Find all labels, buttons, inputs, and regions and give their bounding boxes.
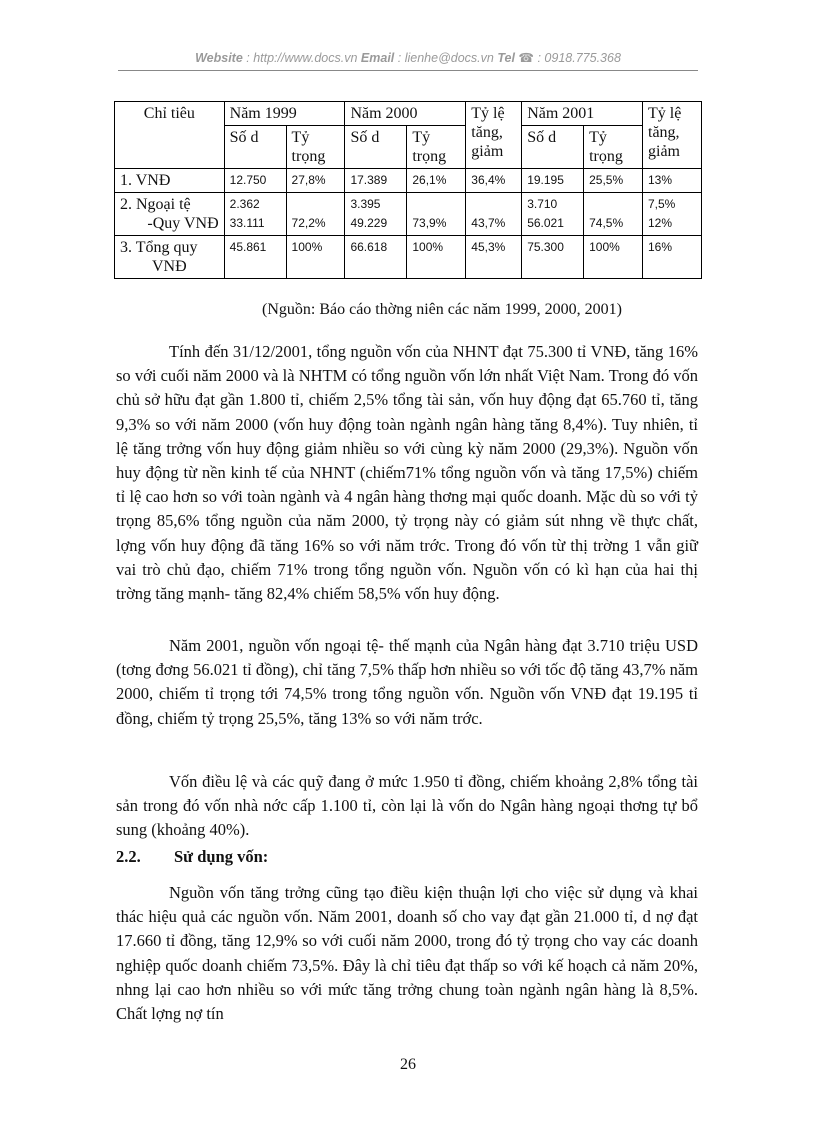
cell xyxy=(466,193,522,236)
cell xyxy=(224,193,286,236)
paragraph-1-block xyxy=(116,340,698,606)
cell: 12.750 xyxy=(224,169,286,193)
capital-table xyxy=(114,101,702,279)
cell: 45.861 xyxy=(224,236,286,279)
paragraph-3-block xyxy=(116,770,698,843)
email-label: Email xyxy=(360,51,395,65)
header-1999: Năm 1999 xyxy=(224,102,345,126)
row-label-line1: 3. Tổng quy xyxy=(120,239,198,256)
row-label-line2: -Quy VNĐ xyxy=(147,215,219,232)
tel-label: Tel xyxy=(497,51,515,65)
cell-line: 49.229 xyxy=(350,216,388,230)
section-heading xyxy=(116,847,268,867)
cell: 36,4% xyxy=(466,169,522,193)
row-label xyxy=(115,236,225,279)
cell-line: 3.395 xyxy=(350,197,381,211)
cell: 16% xyxy=(643,236,702,279)
header-2000: Năm 2000 xyxy=(345,102,466,126)
header-2001: Năm 2001 xyxy=(522,102,643,126)
cell: 17.389 xyxy=(345,169,407,193)
cell-line: 73,9% xyxy=(412,216,447,230)
table-header-row xyxy=(115,102,702,126)
tel-value: : 0918.775.368 xyxy=(537,51,621,65)
sub-balance-1999: Số d xyxy=(224,126,286,169)
cell xyxy=(286,193,345,236)
page-number: 26 xyxy=(400,1056,416,1073)
cell: 75.300 xyxy=(522,236,584,279)
cell: 100% xyxy=(584,236,643,279)
cell-line: 74,5% xyxy=(589,216,624,230)
cell: 27,8% xyxy=(286,169,345,193)
cell-line: 56.021 xyxy=(527,216,564,230)
cell: 26,1% xyxy=(407,169,466,193)
section-number: 2.2. xyxy=(116,847,141,866)
cell-line: 7,5% xyxy=(648,197,676,211)
header-rate-2001: Tỷ lệ tăng, giảm xyxy=(643,102,702,169)
sub-balance-2001: Số d xyxy=(522,126,584,169)
paragraph: Năm 2001, nguồn vốn ngoại tệ- thế mạnh của Ngân hàng đạt 3.710 triệu USD (tơng đơng 56.021 tỉ đồng), chỉ tăng 7,5% thấp hơn nhiều so với tốc độ tăng 43,7% năm 2000, chiếm tỉ trọng tới 74,5% trong tổng nguồn vốn. Nguồn vốn VNĐ đạt 19.195 tỉ đồng, chiếm tỷ trọng 25,5%, tăng 13% so với năm trớc. xyxy=(116,636,698,728)
paragraph-4-block xyxy=(116,881,698,1026)
cell xyxy=(345,193,407,236)
cell-line: 2.362 xyxy=(229,197,260,211)
page-header xyxy=(118,50,698,65)
website-label: Website xyxy=(195,51,243,65)
table-source-note: (Nguồn: Báo cáo thờng niên các năm 1999, 2000, 2001) xyxy=(262,301,622,318)
header-rate-2000: Tỷ lệ tăng, giảm xyxy=(466,102,522,169)
table-row xyxy=(115,169,702,193)
cell: 25,5% xyxy=(584,169,643,193)
cell-line: 33.111 xyxy=(229,216,265,230)
cell: 13% xyxy=(643,169,702,193)
row-label-line1: 2. Ngoại tệ xyxy=(120,196,191,213)
table-row xyxy=(115,193,702,236)
cell xyxy=(522,193,584,236)
paragraph: Nguồn vốn tăng trởng cũng tạo điều kiện thuận lợi cho việc sử dụng và khai thác hiệu quả các nguồn vốn. Năm 2001, doanh số cho vay đạt gần 21.000 tỉ, d nợ đạt 17.660 tỉ đồng, tăng 12,9% so với cuối năm 2000, trong đó tỷ trọng cho vay các doanh nghiệp quốc doanh chiếm 73,5%. Đây là chỉ tiêu đạt thấp so với kế hoạch cả năm 20%, nhng lại cao hơn nhiều so với mức tăng trởng chung toàn ngành ngân hàng là 8,5%. Chất lợng nợ tín xyxy=(116,883,698,1024)
table-row xyxy=(115,236,702,279)
sub-balance-2000: Số d xyxy=(345,126,407,169)
cell: 100% xyxy=(407,236,466,279)
cell-line: 72,2% xyxy=(291,216,326,230)
email-value: : lienhe@docs.vn xyxy=(397,51,494,65)
row-label-line2: VNĐ xyxy=(151,258,187,275)
phone-icon: ☎ xyxy=(518,51,534,65)
row-label: 1. VNĐ xyxy=(115,169,225,193)
section-title: Sử dụng vốn: xyxy=(174,847,269,866)
cell xyxy=(643,193,702,236)
header-chitieu: Chỉ tiêu xyxy=(115,102,225,169)
paragraph-2-block xyxy=(116,634,698,731)
paragraph: Tính đến 31/12/2001, tổng nguồn vốn của NHNT đạt 75.300 tỉ VNĐ, tăng 16% so với cuối năm 2000 và là NHTM có tổng nguồn vốn lớn nhất Việt Nam. Trong đó vốn chủ sở hữu đạt gần 1.800 tỉ, chiếm 2,5% tổng tài sản, vốn huy động đạt 65.760 tỉ, tăng 9,3% so với năm 2000 (vốn huy động toàn ngành ngân hàng tăng 8,4%). Tuy nhiên, tỉ lệ tăng trởng vốn huy động giảm nhiều so với cùng kỳ năm 2000 (29,3%). Nguồn vốn huy động từ nền kinh tế của NHNT (chiếm71% tổng nguồn vốn và tăng 17,5%) chiếm tỉ lệ cao hơn so với toàn ngành và 4 ngân hàng thơng mại quốc doanh. Mặc dù so với tỷ trọng 85,6% tổng nguồn của năm 2000, tỷ trọng này có giảm sút nhng về thực chất, lợng vốn huy động đã tăng 16% so với năm trớc. Trong đó vốn từ thị trờng 1 vẫn giữ vai trò chủ đạo, chiếm 71% trong tổng nguồn vốn. Nguồn vốn có kì hạn của hai thị trờng tăng mạnh- tăng 82,4% chiếm 58,5% vốn huy động. xyxy=(116,342,698,604)
cell-line: 43,7% xyxy=(471,216,506,230)
cell: 19.195 xyxy=(522,169,584,193)
sub-share-1999: Tỷ trọng xyxy=(286,126,345,169)
cell xyxy=(584,193,643,236)
cell: 66.618 xyxy=(345,236,407,279)
header-divider xyxy=(118,70,698,71)
row-label xyxy=(115,193,225,236)
website-value: : http://www.docs.vn xyxy=(246,51,358,65)
sub-share-2000: Tỷ trọng xyxy=(407,126,466,169)
paragraph: Vốn điều lệ và các quỹ đang ở mức 1.950 tỉ đồng, chiếm khoảng 2,8% tổng tài sản trong đó vốn nhà nớc cấp 1.100 tỉ, còn lại là vốn do Ngân hàng ngoại thơng tự bổ sung (khoảng 40%). xyxy=(116,772,698,840)
cell: 100% xyxy=(286,236,345,279)
cell-line: 3.710 xyxy=(527,197,558,211)
sub-share-2001: Tỷ trọng xyxy=(584,126,643,169)
cell-line: 12% xyxy=(648,216,673,230)
cell: 45,3% xyxy=(466,236,522,279)
cell xyxy=(407,193,466,236)
